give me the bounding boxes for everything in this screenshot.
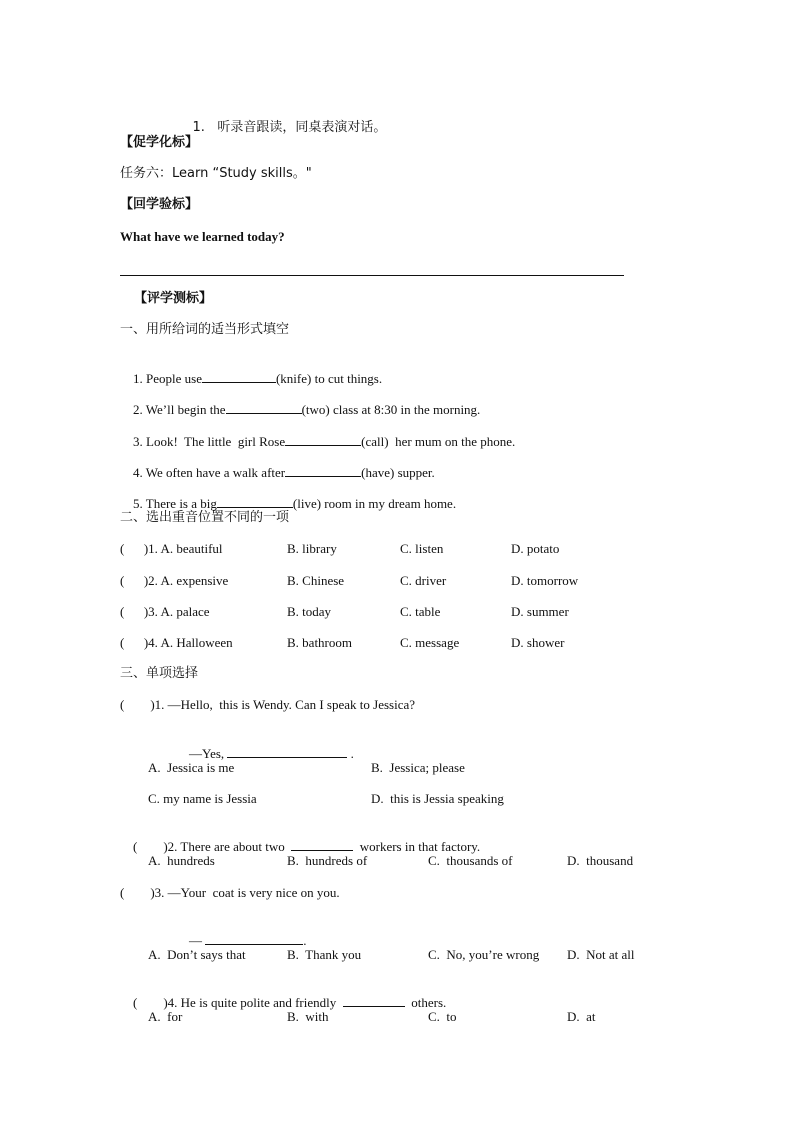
fill-blank[interactable] xyxy=(285,433,361,446)
option-b: B. Chinese xyxy=(287,573,345,588)
part3-title: 三、单项选择 xyxy=(120,666,199,681)
option-d: D. summer xyxy=(511,604,569,619)
stem-blank[interactable] xyxy=(291,838,353,851)
fill-blank[interactable] xyxy=(226,401,302,414)
mc-q1-reply: —Yes, . xyxy=(189,746,354,761)
mc-q1-option-a: A. Jessica is me xyxy=(148,760,235,775)
part2-title: 二、选出重音位置不同的一项 xyxy=(120,510,290,525)
mc-q3-option-d: D. Not at all xyxy=(567,947,635,962)
stress-item-stem: ( )4. A. Halloween xyxy=(120,635,233,650)
mc-q3-option-a: A. Don’t says that xyxy=(148,947,246,962)
option-b: B. library xyxy=(287,541,337,556)
reply-blank[interactable] xyxy=(205,932,303,945)
mc-q4-stem: ( )4. He is quite polite and friendly others. xyxy=(133,995,447,1010)
intro-item-number: 1. xyxy=(192,120,205,135)
heading-pingxue: 【评学测标】 xyxy=(134,291,213,306)
mc-q3-option-b: B. Thank you xyxy=(287,947,362,962)
option-c: C. listen xyxy=(400,541,444,556)
stress-item-stem: ( )3. A. palace xyxy=(120,604,210,619)
fill-blank[interactable] xyxy=(217,495,293,508)
mc-q2-option-a: A. hundreds xyxy=(148,853,215,868)
fill-item-3: 3. Look! The little girl Rose (call) her mum on the phone. xyxy=(133,434,516,449)
reply-blank[interactable] xyxy=(227,745,347,758)
heading-cuxue: 【促学化标】 xyxy=(120,135,199,150)
option-c: C. driver xyxy=(400,573,447,588)
option-d: D. potato xyxy=(511,541,560,556)
mc-q3-stem: ( )3. —Your coat is very nice on you. xyxy=(120,885,340,900)
fill-blank[interactable] xyxy=(285,464,361,477)
mc-q1-option-d: D. this is Jessia speaking xyxy=(371,791,504,806)
stress-item-stem: ( )1. A. beautiful xyxy=(120,541,223,556)
mc-q2-option-d: D. thousand xyxy=(567,853,634,868)
review-question: What have we learned today? xyxy=(120,229,285,244)
mc-q1-stem: ( )1. —Hello, this is Wendy. Can I speak to Jessica? xyxy=(120,697,416,712)
fill-item-4: 4. We often have a walk after (have) supper. xyxy=(133,465,435,480)
option-b: B. today xyxy=(287,604,332,619)
option-d: D. shower xyxy=(511,635,565,650)
mc-q2-stem: ( )2. There are about two workers in that factory. xyxy=(133,839,481,854)
mc-q4-option-c: C. to xyxy=(428,1009,457,1024)
option-b: B. bathroom xyxy=(287,635,352,650)
stem-blank[interactable] xyxy=(343,994,405,1007)
fill-blank[interactable] xyxy=(202,370,276,383)
fill-item-2: 2. We’ll begin the (two) class at 8:30 in the morning. xyxy=(133,402,481,417)
answer-line[interactable] xyxy=(120,275,624,276)
mc-q1-option-c: C. my name is Jessia xyxy=(148,791,257,806)
option-d: D. tomorrow xyxy=(511,573,579,588)
mc-q3-reply: — . xyxy=(189,933,307,948)
option-c: C. table xyxy=(400,604,441,619)
part1-title: 一、用所给词的适当形式填空 xyxy=(120,322,290,337)
mc-q2-option-b: B. hundreds of xyxy=(287,853,368,868)
mc-q4-option-d: D. at xyxy=(567,1009,596,1024)
task-six: 任务六：Learn “Study skills。" xyxy=(120,166,312,181)
heading-huixue: 【回学验标】 xyxy=(120,197,199,212)
fill-item-5: 5. There is a big (live) room in my dream home. xyxy=(133,496,457,511)
fill-item-1: 1. People use (knife) to cut things. xyxy=(133,371,383,386)
mc-q4-option-a: A. for xyxy=(148,1009,183,1024)
mc-q2-option-c: C. thousands of xyxy=(428,853,513,868)
option-c: C. message xyxy=(400,635,460,650)
mc-q4-option-b: B. with xyxy=(287,1009,329,1024)
mc-q1-option-b: B. Jessica; please xyxy=(371,760,465,775)
stress-item-stem: ( )2. A. expensive xyxy=(120,573,229,588)
mc-q3-option-c: C. No, you’re wrong xyxy=(428,947,540,962)
intro-item-text: 听录音跟读，同桌表演对话。 xyxy=(217,120,387,135)
intro-item-1 xyxy=(176,104,386,152)
